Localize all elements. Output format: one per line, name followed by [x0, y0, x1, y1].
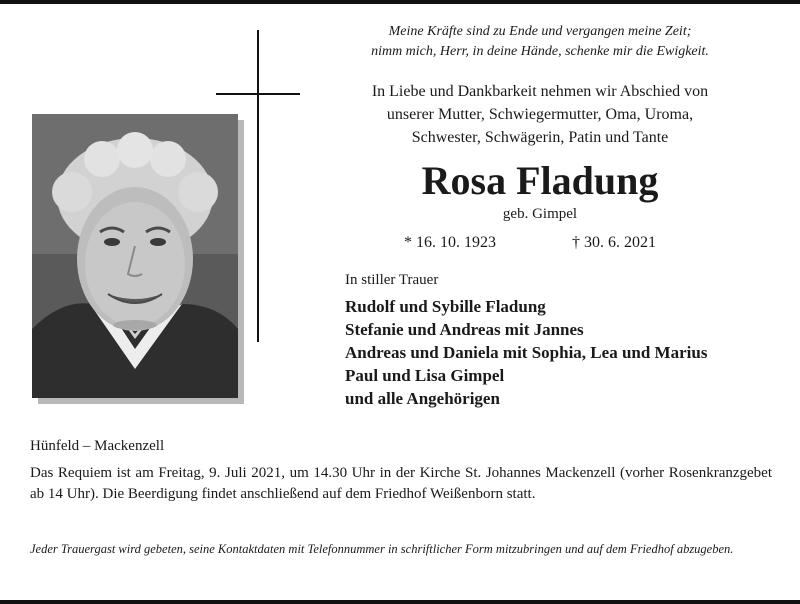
quote-line: nimm mich, Herr, in deine Hände, schenke mir die Ewigkeit. [371, 44, 709, 59]
cross-horizontal-bar [216, 93, 300, 95]
requiem-details: Das Requiem ist am Freitag, 9. Juli 2021, um 14.30 Uhr in der Kirche St. Johannes Mackenzell (vorher Rosenkranzgebet ab 14 Uhr). Die Beerdigung findet anschließend auf dem Friedhof Weißenborn statt. [30, 465, 772, 502]
farewell-intro [320, 80, 760, 149]
place-line: Hünfeld – Mackenzell [30, 438, 165, 454]
deceased-name: Rosa Fladung [421, 158, 659, 203]
mourner-line: Stefanie und Andreas mit Jannes [345, 320, 584, 339]
intro-line: Schwester, Schwägerin, Patin und Tante [411, 129, 669, 146]
mourner-line: Andreas und Daniela mit Sophia, Lea und Marius [345, 343, 708, 362]
cross-vertical-bar [257, 30, 259, 342]
bottom-border [0, 600, 800, 604]
top-border [0, 0, 800, 4]
mourning-label: In stiller Trauer [345, 272, 439, 288]
mourners-list [345, 295, 785, 410]
memorial-quote [330, 22, 750, 62]
portrait-illustration [32, 114, 238, 398]
mourner-line: Rudolf und Sybille Fladung [345, 297, 546, 316]
contact-note: Jeder Trauergast wird gebeten, seine Kontaktdaten mit Telefonnummer in schriftlicher Form mitzubringen und auf dem Friedhof abzugeben. [30, 542, 734, 556]
mourner-line: Paul und Lisa Gimpel [345, 366, 505, 385]
death-date: † 30. 6. 2021 [572, 234, 656, 251]
maiden-name: geb. Gimpel [502, 206, 578, 222]
quote-line: Meine Kräfte sind zu Ende und vergangen meine Zeit; [388, 24, 692, 39]
birth-date: * 16. 10. 1923 [404, 234, 496, 251]
intro-line: unserer Mutter, Schwiegermutter, Oma, Uroma, [386, 106, 694, 123]
intro-line: In Liebe und Dankbarkeit nehmen wir Abschied von [371, 83, 709, 100]
portrait-photo [32, 114, 238, 398]
mourner-line: und alle Angehörigen [345, 389, 500, 408]
